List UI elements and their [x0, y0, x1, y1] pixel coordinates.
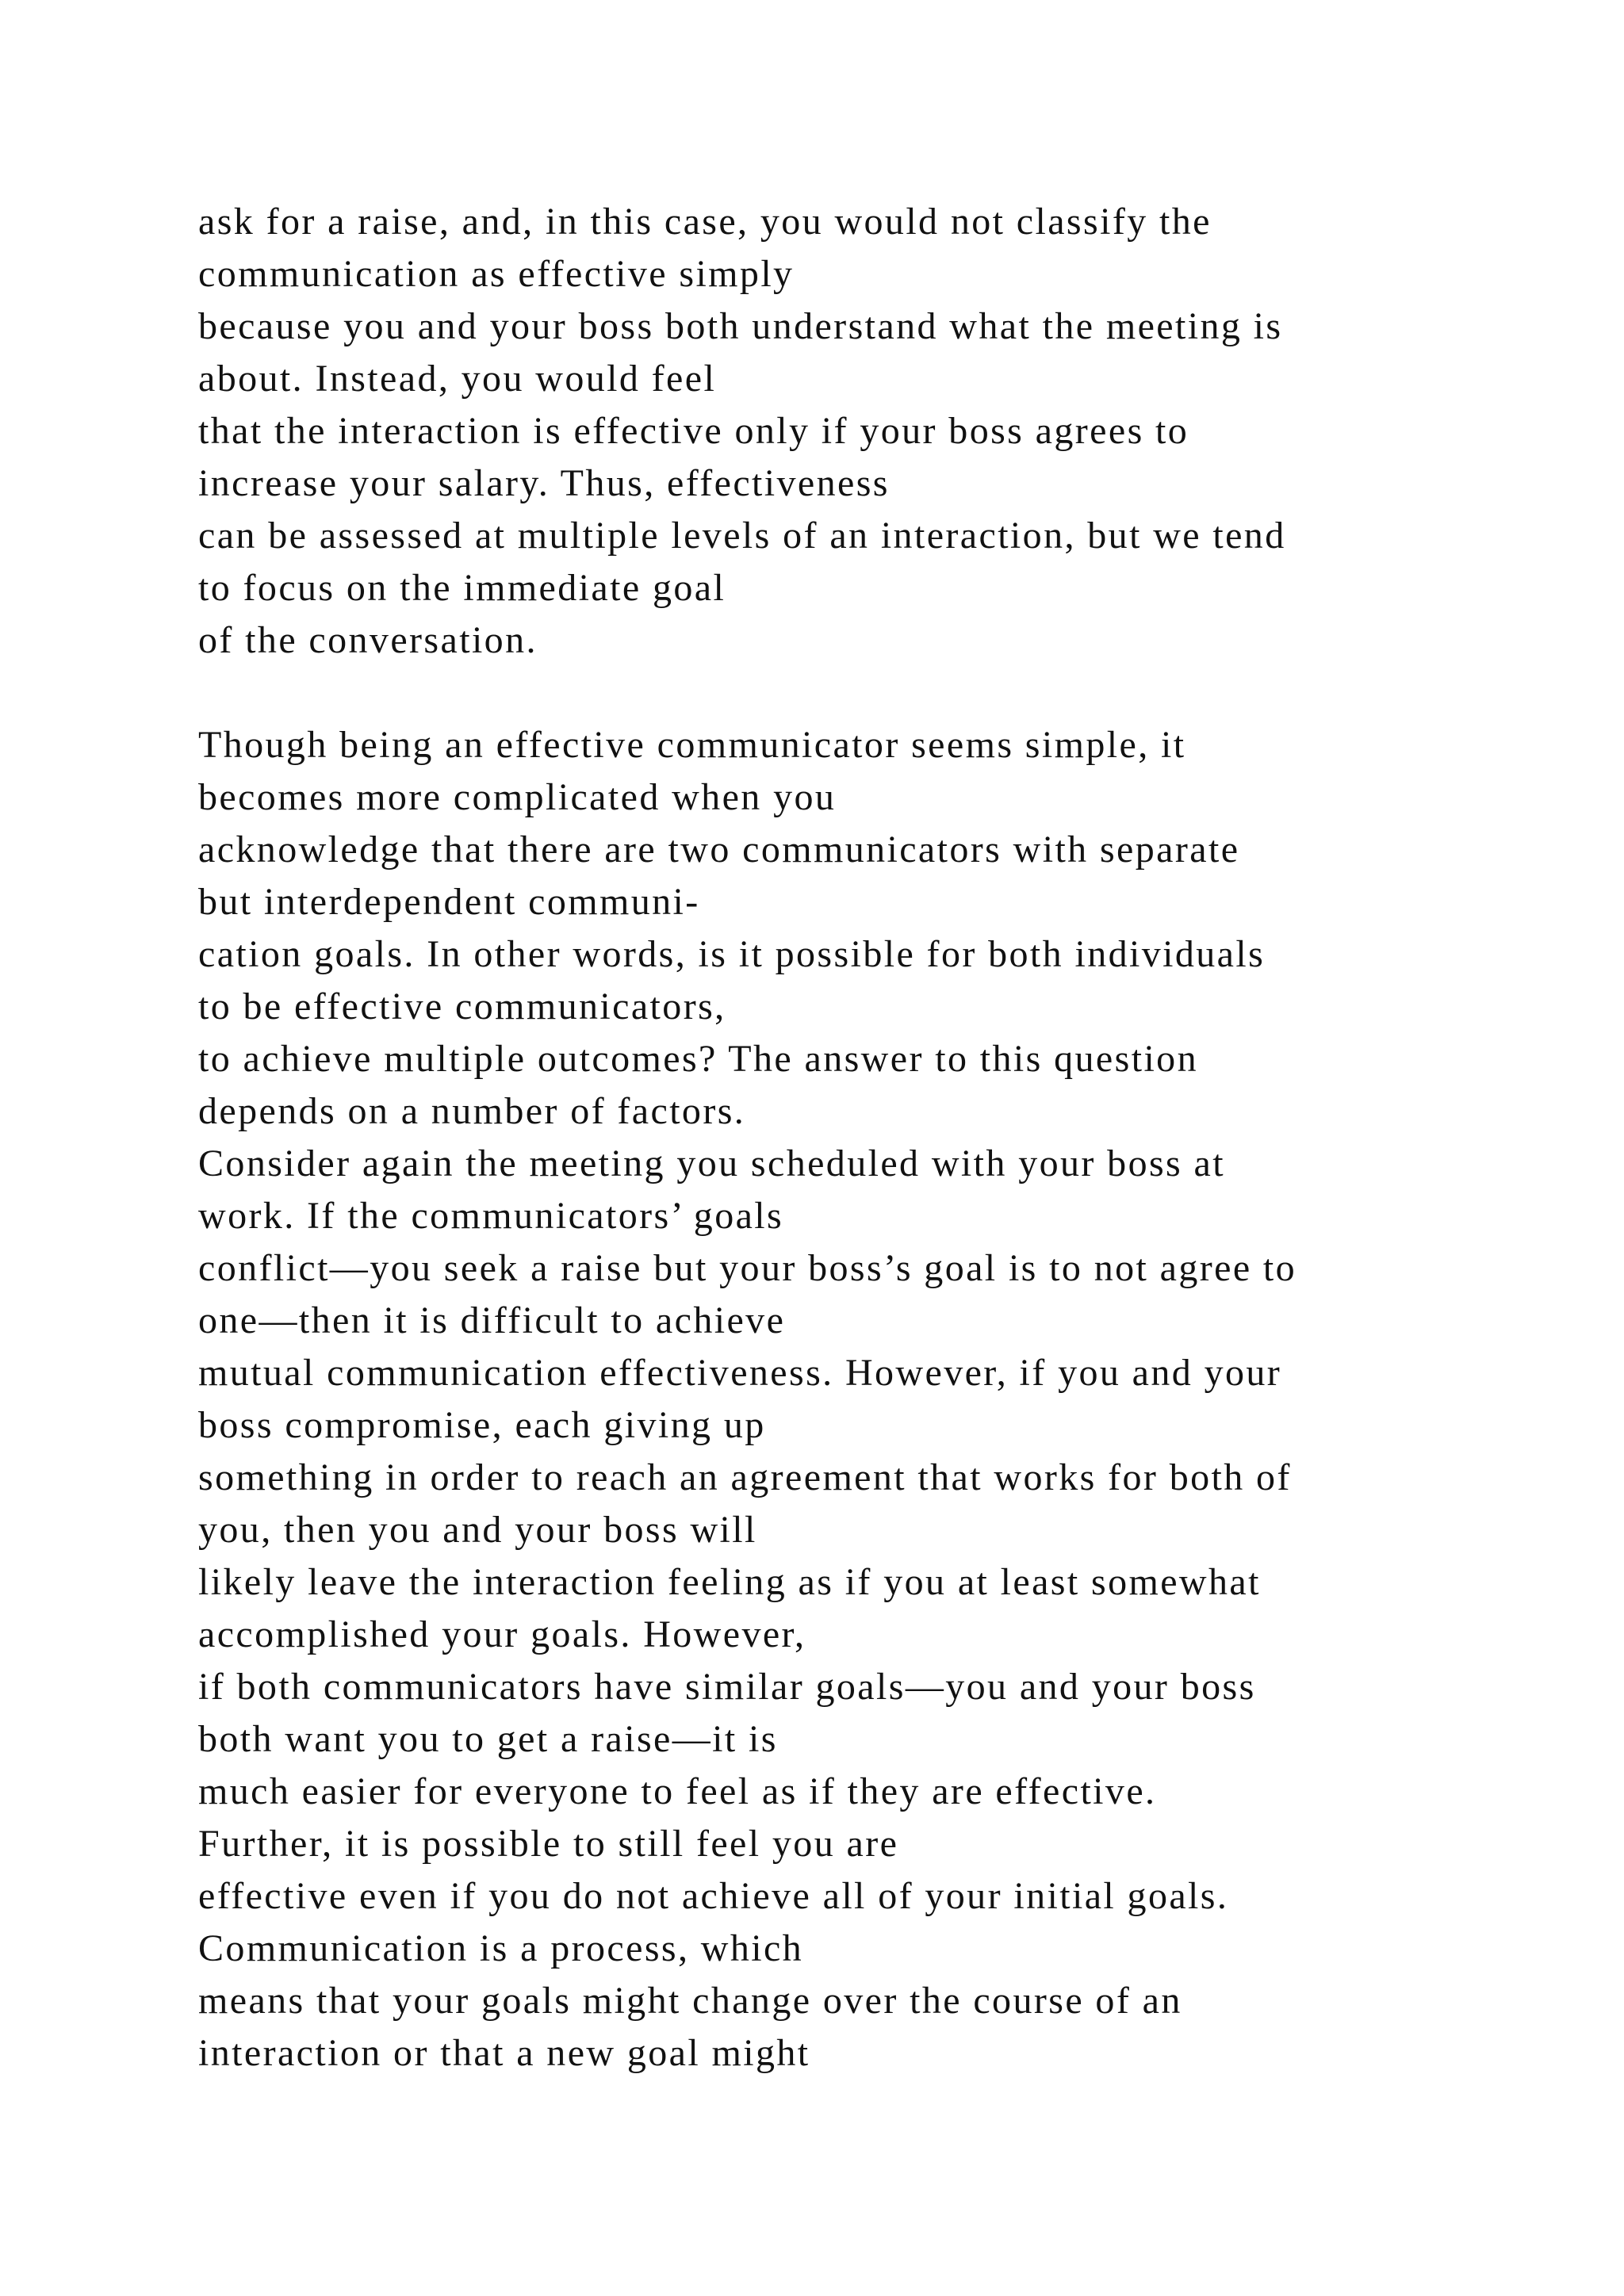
- paragraph-gap: [198, 667, 1610, 719]
- text-line: about. Instead, you would feel: [198, 358, 717, 400]
- text-line: you, then you and your boss will: [198, 1509, 757, 1551]
- paragraph-1: [198, 196, 1610, 667]
- text-line: becomes more complicated when you: [198, 776, 837, 818]
- body-text: [198, 196, 1610, 2080]
- text-line: interaction or that a new goal might: [198, 2032, 810, 2074]
- text-line: Consider again the meeting you scheduled with your boss at: [198, 1142, 1225, 1184]
- text-line: cation goals. In other words, is it possible for both individuals: [198, 933, 1266, 975]
- text-line: likely leave the interaction feeling as if you at least somewhat: [198, 1561, 1261, 1603]
- text-line: conflict—you seek a raise but your boss’s goal is to not agree to: [198, 1247, 1297, 1289]
- text-line: much easier for everyone to feel as if they are effective.: [198, 1770, 1157, 1812]
- text-line: if both communicators have similar goals—you and your boss: [198, 1666, 1256, 1708]
- text-line: something in order to reach an agreement that works for both of: [198, 1456, 1292, 1498]
- text-line: accomplished your goals. However,: [198, 1613, 806, 1655]
- text-line: to be effective communicators,: [198, 985, 726, 1027]
- text-line: but interdependent communi-: [198, 881, 700, 923]
- paragraph-2: [198, 719, 1610, 2080]
- text-line: to focus on the immediate goal: [198, 567, 726, 609]
- text-line: increase your salary. Thus, effectiveness: [198, 462, 890, 504]
- text-line: depends on a number of factors.: [198, 1090, 746, 1132]
- text-line: Communication is a process, which: [198, 1927, 804, 1969]
- text-line: both want you to get a raise—it is: [198, 1718, 778, 1760]
- text-line: mutual communication effectiveness. However, if you and your: [198, 1352, 1282, 1394]
- text-line: boss compromise, each giving up: [198, 1404, 766, 1446]
- text-line: acknowledge that there are two communicators with separate: [198, 828, 1240, 871]
- text-line: communication as effective simply: [198, 253, 795, 295]
- text-line: means that your goals might change over the course of an: [198, 1980, 1182, 2022]
- text-line: Though being an effective communicator seems simple, it: [198, 724, 1186, 766]
- text-line: because you and your boss both understand what the meeting is: [198, 305, 1283, 347]
- text-line: can be assessed at multiple levels of an interaction, but we tend: [198, 515, 1286, 557]
- text-line: effective even if you do not achieve all of your initial goals.: [198, 1875, 1229, 1917]
- text-line: one—then it is difficult to achieve: [198, 1299, 786, 1341]
- text-line: ask for a raise, and, in this case, you would not classify the: [198, 201, 1212, 243]
- text-line: Further, it is possible to still feel you are: [198, 1823, 899, 1865]
- text-line: work. If the communicators’ goals: [198, 1195, 784, 1237]
- text-line: that the interaction is effective only if your boss agrees to: [198, 410, 1189, 452]
- text-line: to achieve multiple outcomes? The answer to this question: [198, 1038, 1198, 1080]
- text-line: of the conversation.: [198, 619, 538, 661]
